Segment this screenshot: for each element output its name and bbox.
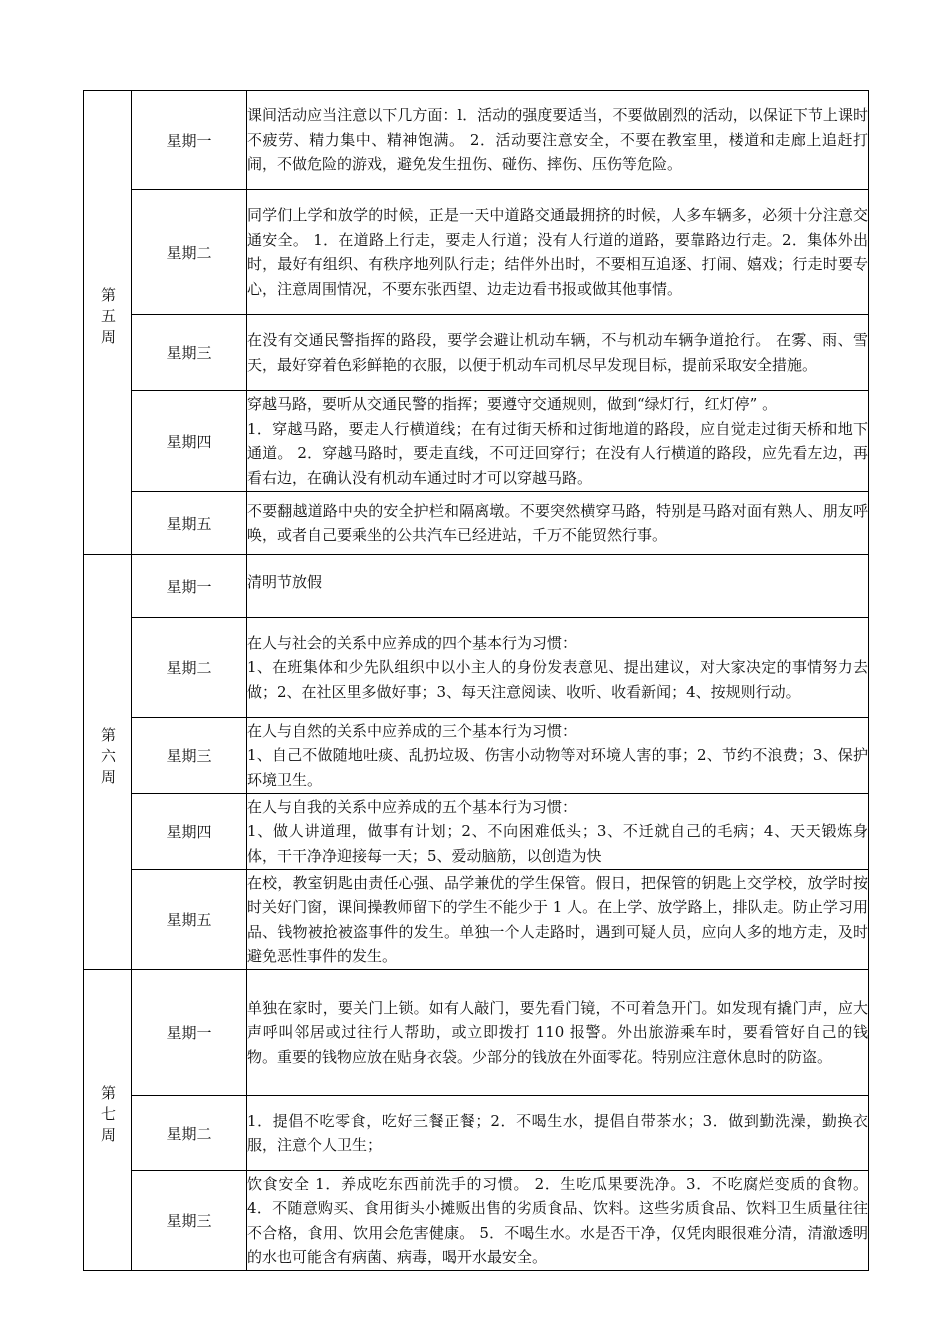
day-label: 星期二 [132,190,247,315]
content-cell [247,391,869,492]
table-row [84,718,869,794]
day-label: 星期四 [132,391,247,492]
week-label-cell [84,91,132,555]
table-row [84,1171,869,1271]
content-text: 同学们上学和放学的时候，正是一天中道路交通最拥挤的时候，人多车辆多，必须十分注意交通安全。 1．在道路上行走，要走人行道；没有人行道的道路，要靠路边行走。2．集体外出时，最好有组织、有秩序地列队行走；结伴外出时，不要相互追逐、打闹、嬉戏；行走时要专心，注意周围情况，不要东张西望、边走边看书报或做其他事情。 [247,206,868,298]
day-label: 星期三 [132,315,247,391]
week-label: 第六周 [99,726,117,790]
content-cell [247,618,869,718]
content-cell [247,794,869,870]
content-text: 单独在家时，要关门上锁。如有人敲门，要先看门镜，不可着急开门。如发现有撬门声，应大声呼叫邻居或过往行人帮助，或立即拨打 110 报警。外出旅游乘车时，要看管好自己的钱物。重要的钱物应放在贴身衣袋。少部分的钱放在外面零花。特别应注意休息时的防盗。 [247,998,868,1066]
content-text: 1．穿越马路，要走人行横道线；在有过街天桥和过街地道的路段，应自觉走过街天桥和地下通道。 2．穿越马路时，要走直线，不可迂回穿行；在没有人行横道的路段，应先看左边，再看右边，在确认没有机动车通过时才可以穿越马路。 [247,419,868,487]
table-row [84,870,869,970]
day-label: 星期五 [132,492,247,555]
table-row [84,190,869,315]
schedule-table [83,90,869,1271]
content-text: 在人与自我的关系中应养成的五个基本行为习惯： [247,797,578,816]
content-text: 在人与社会的关系中应养成的四个基本行为习惯： [247,633,578,652]
table-row [84,315,869,391]
day-label: 星期一 [132,91,247,190]
table-row [84,391,869,492]
table-row [84,794,869,870]
week-label: 第五周 [99,287,117,350]
day-label: 星期二 [132,1096,247,1171]
day-label: 星期三 [132,718,247,794]
week-label-cell [84,555,132,970]
content-text: 在校，教室钥匙由责任心强、品学兼优的学生保管。假日，把保管的钥匙上交学校，放学时按时关好门窗，课间操教师留下的学生不能少于 1 人。在上学、放学路上，排队走。防止学习用品、钱物被抢被盗事件的发生。单独一个人走路时，遇到可疑人员，应向人多的地方走，及时避免恶性事件的发生。 [247,873,868,965]
day-label: 星期一 [132,970,247,1096]
content-cell [247,315,869,391]
day-label: 星期五 [132,870,247,970]
table-row [84,492,869,555]
content-cell [247,1096,869,1171]
content-cell [247,870,869,970]
content-text: 在人与自然的关系中应养成的三个基本行为习惯： [247,721,578,740]
content-text: 穿越马路，要听从交通民警的指挥；要遵守交通规则，做到“绿灯行，红灯停” 。 [247,395,778,413]
content-cell [247,492,869,555]
day-label: 星期四 [132,794,247,870]
content-text: 在没有交通民警指挥的路段，要学会避让机动车辆，不与机动车辆争道抢行。 在雾、雨、雪天，最好穿着色彩鲜艳的衣服，以便于机动车司机尽早发现目标，提前采取安全措施。 [247,331,868,374]
table-row [84,91,869,190]
content-text: 1．提倡不吃零食，吃好三餐正餐；2．不喝生水，提倡自带茶水；3．做到勤洗澡，勤换衣服，注意个人卫生； [247,1111,868,1154]
day-label: 星期一 [132,555,247,618]
content-cell [247,190,869,315]
content-cell [247,91,869,190]
content-text: 1、做人讲道理，做事有计划；2、不向困难低头；3、不迁就自己的毛病；4、天天锻炼身体，干干净净迎接每一天；5、爱动脑筋，以创造为快 [247,822,868,865]
day-label: 星期二 [132,618,247,718]
table-row [84,618,869,718]
content-cell [247,718,869,794]
content-text: 饮食安全 1．养成吃东西前洗手的习惯。 2．生吃瓜果要洗净。3．不吃腐烂变质的食物。 4．不随意购买、食用街头小摊贩出售的劣质食品、饮料。这些劣质食品、饮料卫生质量往往不合格，食用、饮用会危害健康。 5．不喝生水。水是否干净，仅凭肉眼很难分清，清澈透明的水也可能含有病菌、病毒，喝开水最安全。 [247,1174,868,1266]
content-cell [247,1171,869,1271]
content-cell [247,970,869,1096]
table-row [84,555,869,618]
content-cell [247,555,869,618]
table-row [84,1096,869,1171]
content-text: 1、在班集体和少先队组织中以小主人的身份发表意见、提出建议，对大家决定的事情努力去做；2、在社区里多做好事；3、每天注意阅读、收听、收看新闻；4、按规则行动。 [247,658,868,701]
week-label-cell [84,970,132,1271]
content-text: 不要翻越道路中央的安全护栏和隔离墩。不要突然横穿马路，特别是马路对面有熟人、朋友呼唤，或者自己要乘坐的公共汽车已经进站，千万不能贸然行事。 [247,501,868,544]
day-label: 星期三 [132,1171,247,1271]
week-label: 第七周 [99,1084,117,1148]
content-text: 课间活动应当注意以下几方面：l．活动的强度要适当，不要做剧烈的活动，以保证下节上课时不疲劳、精力集中、精神饱满。 2．活动要注意安全，不要在教室里，楼道和走廊上追赶打闹，不做危险的游戏，避免发生扭伤、碰伤、摔伤、压伤等危险。 [247,106,868,174]
content-text: 清明节放假 [247,572,323,591]
content-text: 1、自己不做随地吐痰、乱扔垃圾、伤害小动物等对环境人害的事；2、节约不浪费；3、保护环境卫生。 [247,746,868,789]
table-row [84,970,869,1096]
